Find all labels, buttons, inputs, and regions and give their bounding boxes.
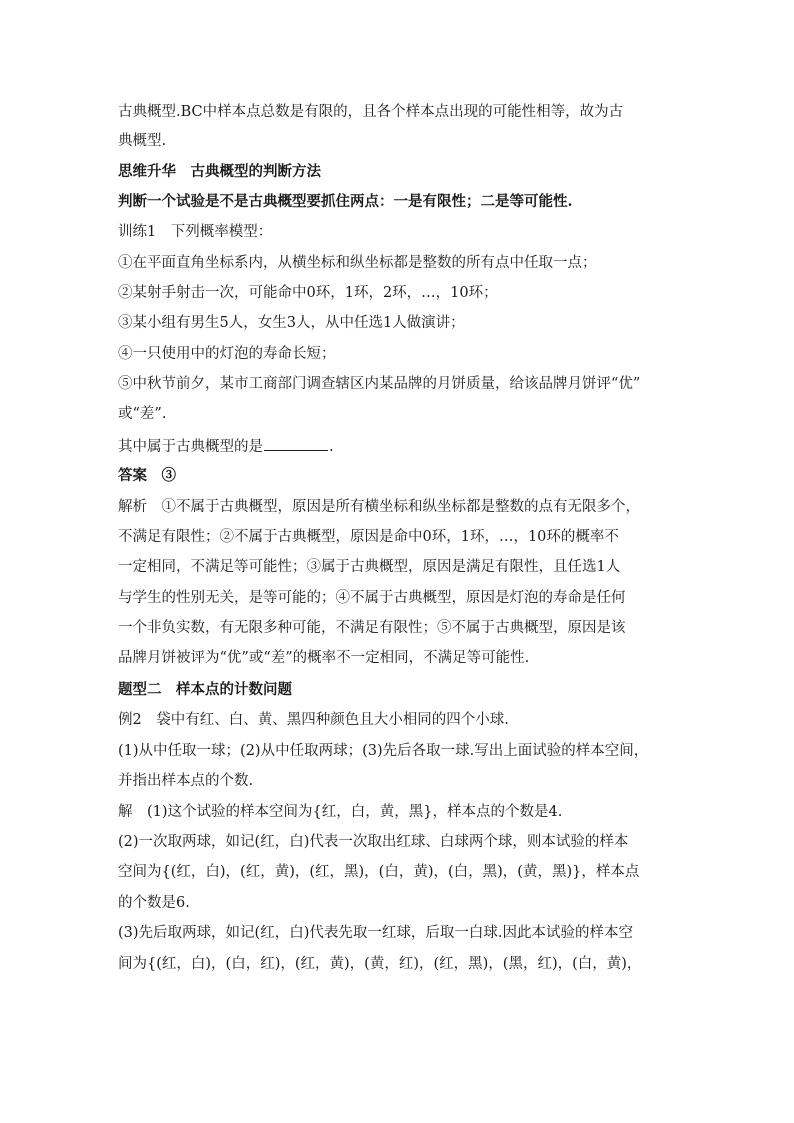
analysis-line: 品牌月饼被评为“优”或“差”的概率不一定相同，不满足等可能性. (118, 650, 530, 666)
example-line: (1)从中任取一球；(2)从中任取两球；(3)先后各取一球.写出上面试验的样本空间， (118, 743, 649, 759)
analysis-line: 一个非负实数，有无限多种可能，不满足有限性；⑤不属于古典概型，原因是该 (118, 620, 626, 636)
solution-line: 的个数是6. (118, 895, 190, 911)
list-item: ②某射手射击一次，可能命中0环，1环，2环，…，10环； (118, 285, 498, 301)
list-item: ⑤中秋节前夕，某市工商部门调查辖区内某品牌的月饼质量，给该品牌月饼评“优” (118, 376, 641, 392)
solution-line: 间为{(红，白)，(白，红)，(红，黄)，(黄，红)，(红，黑)，(黑，红)，(白，黄)， (118, 956, 642, 972)
solution-line: (3)先后取两球，如记(红，白)代表先取一红球，后取一白球.因此本试验的样本空 (118, 925, 633, 941)
example-line: 并指出样本点的个数. (118, 773, 254, 789)
example-line: 例2 袋中有红、白、黄、黑四种颜色且大小相同的四个小球. (118, 712, 509, 728)
question-period: . (329, 439, 334, 455)
analysis-line: 不满足有限性；②不属于古典概型，原因是命中0环，1环，…，10环的概率不 (118, 529, 619, 545)
text-line: 判断一个试验是不是古典概型要抓住两点：一是有限性；二是等可能性. (118, 193, 573, 210)
list-item: ①在平面直角坐标系内，从横坐标和纵坐标都是整数的所有点中任取一点； (118, 255, 597, 271)
text-line: 典概型. (118, 133, 167, 149)
section-heading: 题型二 样本点的计数问题 (118, 681, 292, 698)
analysis-line: 解析 ①不属于古典概型，原因是所有横坐标和纵坐标都是整数的点有无限多个， (118, 499, 640, 515)
question-text: 其中属于古典概型的是 (118, 439, 263, 455)
question-line (118, 436, 334, 457)
solution-line: 空间为{(红，白)，(红，黄)，(红，黑)，(白，黄)，(白，黑)，(黄，黑)}，样本点 (118, 864, 640, 880)
analysis-line: 与学生的性别无关，是等可能的；④不属于古典概型，原因是灯泡的寿命是任何 (118, 590, 626, 606)
analysis-line: 一定相同，不满足等可能性；③属于古典概型，原因是满足有限性，且任选1人 (118, 559, 621, 575)
text-line: 古典概型.BC中样本点总数是有限的，且各个样本点出现的可能性相等，故为古 (118, 104, 624, 120)
text-line: 或“差”. (118, 406, 167, 422)
exercise-heading: 训练1 下列概率模型： (118, 224, 273, 240)
answer-line: 答案 ③ (118, 467, 176, 484)
list-item: ④一只使用中的灯泡的寿命长短； (118, 346, 336, 362)
solution-line: 解 (1)这个试验的样本空间为{红，白，黄，黑}，样本点的个数是4. (118, 804, 563, 820)
solution-line: (2)一次取两球，如记(红，白)代表一次取出红球、白球两个球，则本试验的样本 (118, 834, 629, 850)
section-heading: 思维升华 古典概型的判断方法 (118, 163, 321, 180)
answer-blank (264, 436, 328, 451)
list-item: ③某小组有男生5人，女生3人，从中任选1人做演讲； (118, 315, 465, 331)
